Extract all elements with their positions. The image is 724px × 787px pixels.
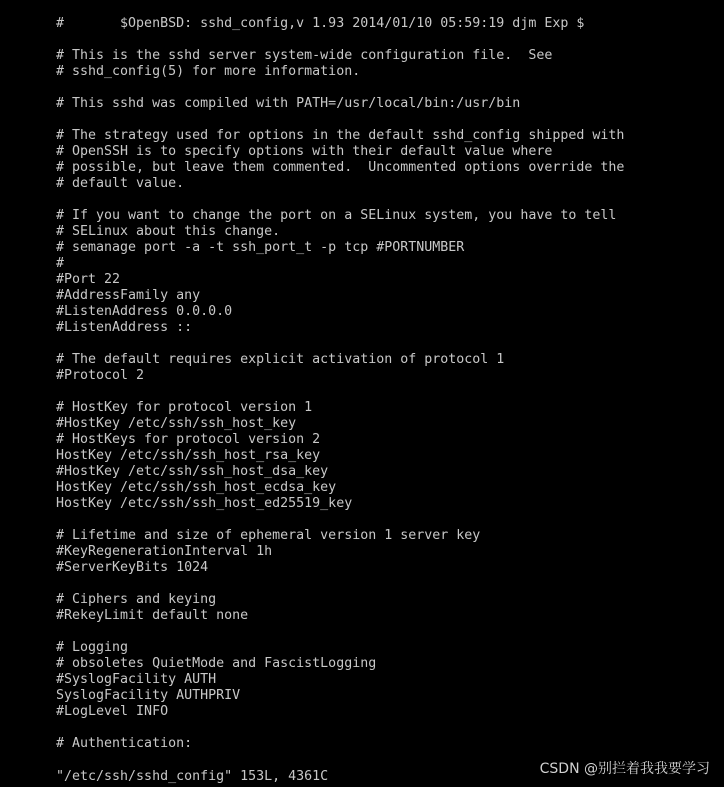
config-line: # Ciphers and keying [56, 592, 217, 607]
config-line: #HostKey /etc/ssh/ssh_host_key [56, 416, 297, 431]
config-line [56, 576, 716, 592]
config-line [56, 384, 716, 400]
config-line [56, 80, 716, 96]
config-line: #SyslogFacility AUTH [56, 672, 217, 687]
config-line: # The strategy used for options in the default sshd_config shipped with [56, 128, 625, 143]
config-line: #Port 22 [56, 272, 121, 287]
config-line [56, 112, 716, 128]
config-line: # This is the sshd server system-wide configuration file. See [56, 48, 553, 63]
config-line [56, 32, 716, 48]
config-line [56, 624, 716, 640]
config-line: # sshd_config(5) for more information. [56, 64, 361, 79]
config-line: # HostKey for protocol version 1 [56, 400, 313, 415]
config-line [56, 512, 716, 528]
config-line: #RekeyLimit default none [56, 608, 249, 623]
config-line: #ServerKeyBits 1024 [56, 560, 209, 575]
config-line: # default value. [56, 176, 185, 191]
config-line: # obsoletes QuietMode and FascistLogging [56, 656, 377, 671]
config-line: # This sshd was compiled with PATH=/usr/local/bin:/usr/bin [56, 96, 521, 111]
config-line: # [56, 256, 65, 271]
config-line: # The default requires explicit activation of protocol 1 [56, 352, 505, 367]
config-line: HostKey /etc/ssh/ssh_host_ecdsa_key [56, 480, 337, 495]
config-line [56, 336, 716, 352]
config-line [56, 720, 716, 736]
config-line: # If you want to change the port on a SELinux system, you have to tell [56, 208, 617, 223]
config-line: #ListenAddress 0.0.0.0 [56, 304, 233, 319]
csdn-watermark: CSDN @别拦着我我要学习 [539, 761, 710, 777]
config-line: HostKey /etc/ssh/ssh_host_ed25519_key [56, 496, 353, 511]
config-line: #KeyRegenerationInterval 1h [56, 544, 273, 559]
config-line: #LogLevel INFO [56, 704, 169, 719]
config-line: SyslogFacility AUTHPRIV [56, 688, 241, 703]
config-line: #AddressFamily any [56, 288, 201, 303]
config-line: #Protocol 2 [56, 368, 145, 383]
config-line: # HostKeys for protocol version 2 [56, 432, 321, 447]
config-line: # OpenSSH is to specify options with their default value where [56, 144, 553, 159]
vim-status-line: "/etc/ssh/sshd_config" 153L, 4361C [56, 769, 329, 784]
file-content[interactable] [56, 16, 716, 768]
config-line: HostKey /etc/ssh/ssh_host_rsa_key [56, 448, 321, 463]
config-line: # Logging [56, 640, 129, 655]
config-line [56, 192, 716, 208]
config-line: #ListenAddress :: [56, 320, 193, 335]
config-line: # Authentication: [56, 736, 193, 751]
config-line: #HostKey /etc/ssh/ssh_host_dsa_key [56, 464, 329, 479]
config-line: # possible, but leave them commented. Uncommented options override the [56, 160, 625, 175]
config-line: # Lifetime and size of ephemeral version 1 server key [56, 528, 481, 543]
config-line: # semanage port -a -t ssh_port_t -p tcp #PORTNUMBER [56, 240, 465, 255]
config-line: # $OpenBSD: sshd_config,v 1.93 2014/01/10 05:59:19 djm Exp $ [56, 16, 585, 31]
config-line: # SELinux about this change. [56, 224, 281, 239]
